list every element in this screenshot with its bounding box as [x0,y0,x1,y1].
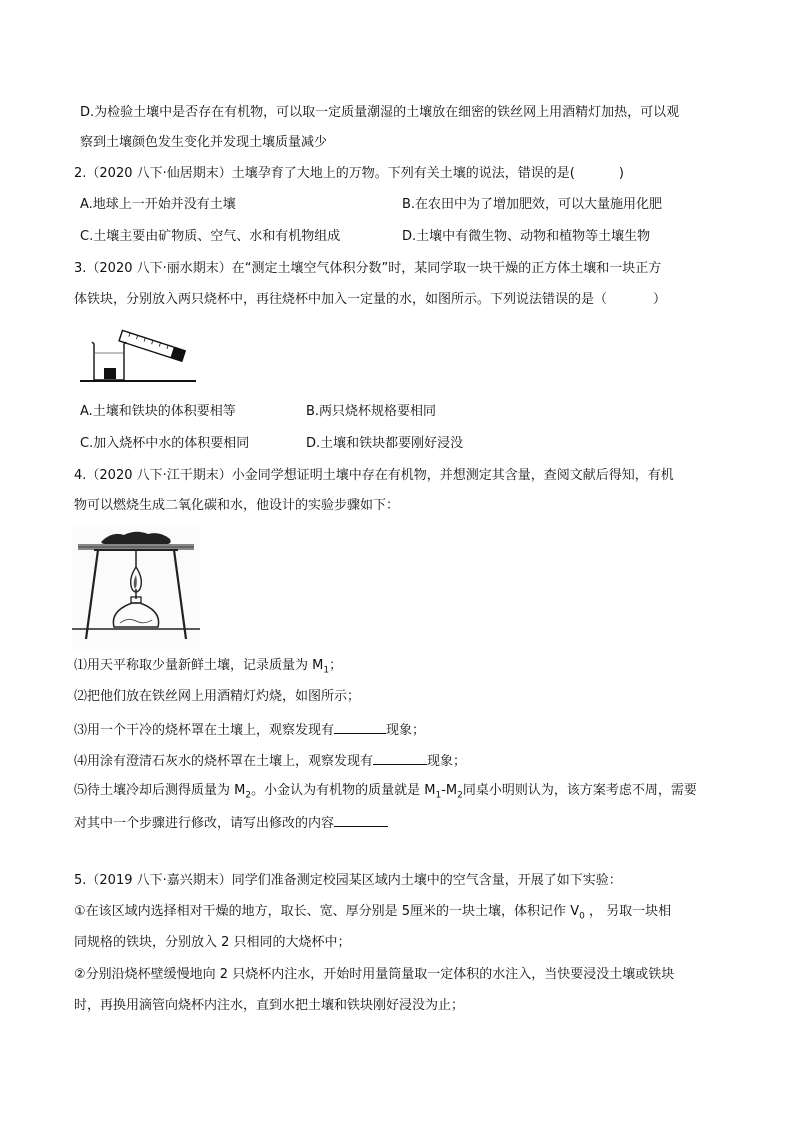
q4-step3-end: 现象； [386,723,426,738]
q5-stem: 5.（2019 八下·嘉兴期末）同学们准备测定校园某区域内土壤中的空气含量，开展了如下实验： [74,873,622,888]
q4-step5-text-b: 。小金认为有机物的质量就是 M [251,783,436,798]
q5-step1-line1 [74,903,671,926]
q4-step5-text-d: 同桌小明则认为，该方案考虑不周，需要 [462,783,697,798]
q4-step1 [74,657,342,680]
q4-step5-blank[interactable] [334,812,388,827]
q4-stem-line2: 物可以燃烧生成二氧化碳和水，他设计的实验步骤如下： [74,498,400,513]
q4-step5-sub1: 2 [245,790,252,801]
q4-stem-line1: 4.（2020 八下·江干期末）小金同学想证明土壤中存在有机物，并想测定其含量，查阅文献后得知，有机 [74,468,674,483]
q3-option-c: C.加入烧杯中水的体积要相同 [80,436,250,451]
alcohol-lamp-tripod-figure [72,527,200,649]
q2-stem-text: 2.（2020 八下·仙居期末）土壤孕育了大地上的万物。下列有关土壤的说法，错误的是( [74,166,575,181]
q3-option-a: A.土壤和铁块的体积要相等 [80,404,236,419]
q5-step1-sub: 0 [579,911,585,922]
q4-step5-sub2: 1 [435,790,442,801]
q5-step1-text-a: ①在该区域内选择相对干燥的地方，取长、宽、厚分别是 5厘米的一块土壤，体积记作 V [74,904,580,919]
q5-step2-line1: ②分别沿烧杯壁缓慢地向 2 只烧杯内注水，开始时用量筒量取一定体积的水注入，当快要浸没土壤或铁块 [74,967,675,982]
q4-step3 [74,719,425,740]
q2-option-d: D.土壤中有微生物、动物和植物等土壤生物 [402,229,651,244]
q4-step4-text: ⑷用涂有澄清石灰水的烧杯罩在土壤上，观察发现有 [74,754,374,769]
q3-stem-close: ） [653,292,667,307]
q2-option-a: A.地球上一开始并没有土壤 [80,197,236,212]
q4-step5-text-c: -M [441,783,458,798]
q5-step1-line2: 同规格的铁块，分别放入 2 只相同的大烧杯中； [74,935,351,950]
q4-step1-text: ⑴用天平称取少量新鲜土壤，记录质量为 M [74,658,324,673]
q4-step1-end: ； [329,658,343,673]
q4-step5-line1 [74,782,697,805]
q4-step5-line2 [74,812,388,833]
q4-step2: ⑵把他们放在铁丝网上用酒精灯灼烧，如图所示； [74,689,361,704]
q3-stem-line2 [74,291,666,309]
q3-stem-line1: 3.（2020 八下·丽水期末）在“测定土壤空气体积分数”时，某同学取一块干燥的正方体土壤和一块正方 [74,261,662,276]
q4-step5-sub3: 2 [457,790,463,801]
q4-step4 [74,750,466,771]
q4-step5-text-a: ⑸待土壤冷却后测得质量为 M [74,783,246,798]
q3-option-d: D.土壤和铁块都要刚好浸没 [306,436,464,451]
beaker-pouring-figure [80,322,200,384]
q3-option-b: B.两只烧杯规格要相同 [306,404,437,419]
q3-stem-text: 体铁块，分别放入两只烧杯中，再往烧杯中加入一定量的水，如图所示。下列说法错误的是（ [74,292,608,307]
q1-option-d-line2: 察到土壤颜色发生变化并发现土壤质量减少 [80,135,328,150]
q2-stem-close: ) [618,166,624,181]
q4-step4-blank[interactable] [373,750,427,765]
q5-step1-text-b: ， 另取一块相 [584,904,672,919]
q4-step5-line2-text: 对其中一个步骤进行修改，请写出修改的内容 [74,816,335,831]
q2-option-b: B.在农田中为了增加肥效，可以大量施用化肥 [402,197,663,212]
q4-step3-text: ⑶用一个干冷的烧杯罩在土壤上，观察发现有 [74,723,335,738]
q4-step4-end: 现象； [427,754,467,769]
q2-stem [74,165,624,183]
q4-step1-sub: 1 [323,665,330,676]
q2-option-c: C.土壤主要由矿物质、空气、水和有机物组成 [80,229,341,244]
q4-step3-blank[interactable] [334,719,386,734]
q1-option-d-line1: D.为检验土壤中是否存在有机物，可以取一定质量潮湿的土壤放在细密的铁丝网上用酒精灯加热，可以观 [80,105,680,120]
q5-step2-line2: 时，再换用滴管向烧杯内注水，直到水把土壤和铁块刚好浸没为止； [74,998,465,1013]
